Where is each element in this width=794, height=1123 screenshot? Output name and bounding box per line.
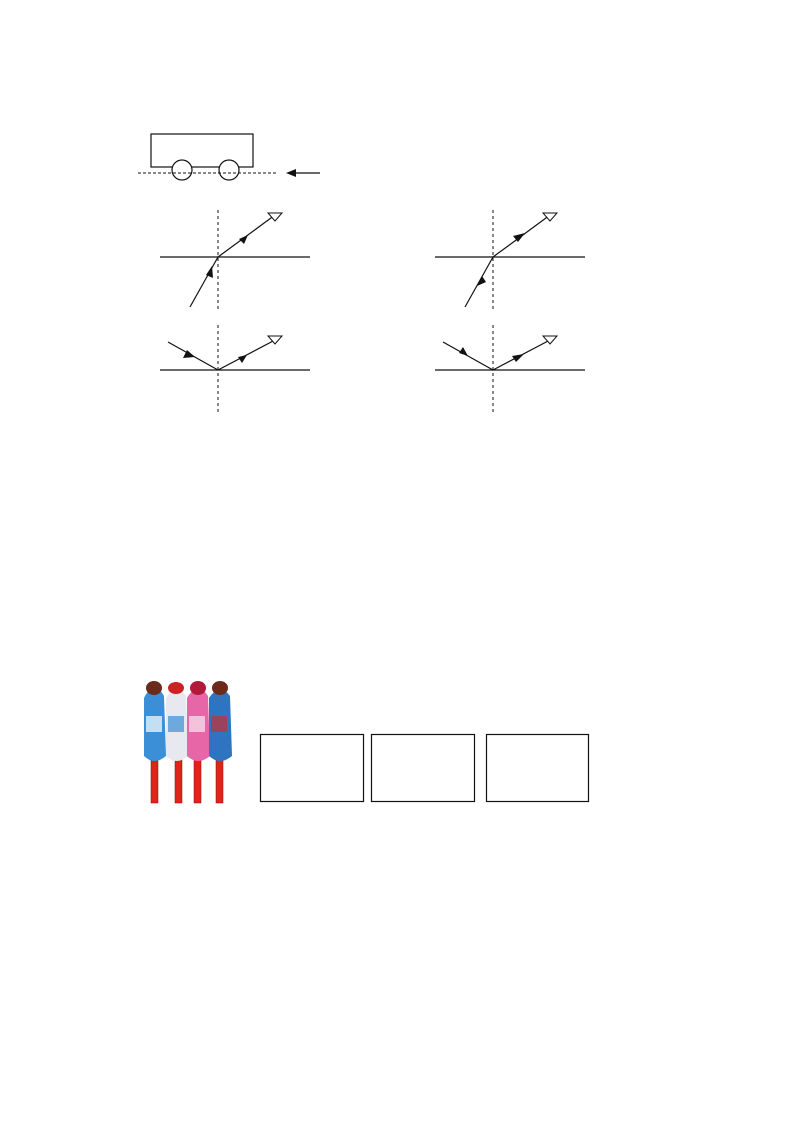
lollipop-whistle-image — [138, 676, 248, 806]
wave-panel-yi — [372, 735, 475, 802]
option-a-diagram — [150, 185, 320, 315]
wave-panel-bing — [487, 735, 589, 802]
oscilloscope-waveforms — [255, 730, 595, 806]
wave-panel-jia — [261, 735, 364, 802]
option-b-diagram — [425, 185, 595, 315]
q7-car-figure — [130, 125, 370, 190]
option-c-diagram — [150, 320, 320, 415]
option-d-diagram — [425, 320, 595, 415]
